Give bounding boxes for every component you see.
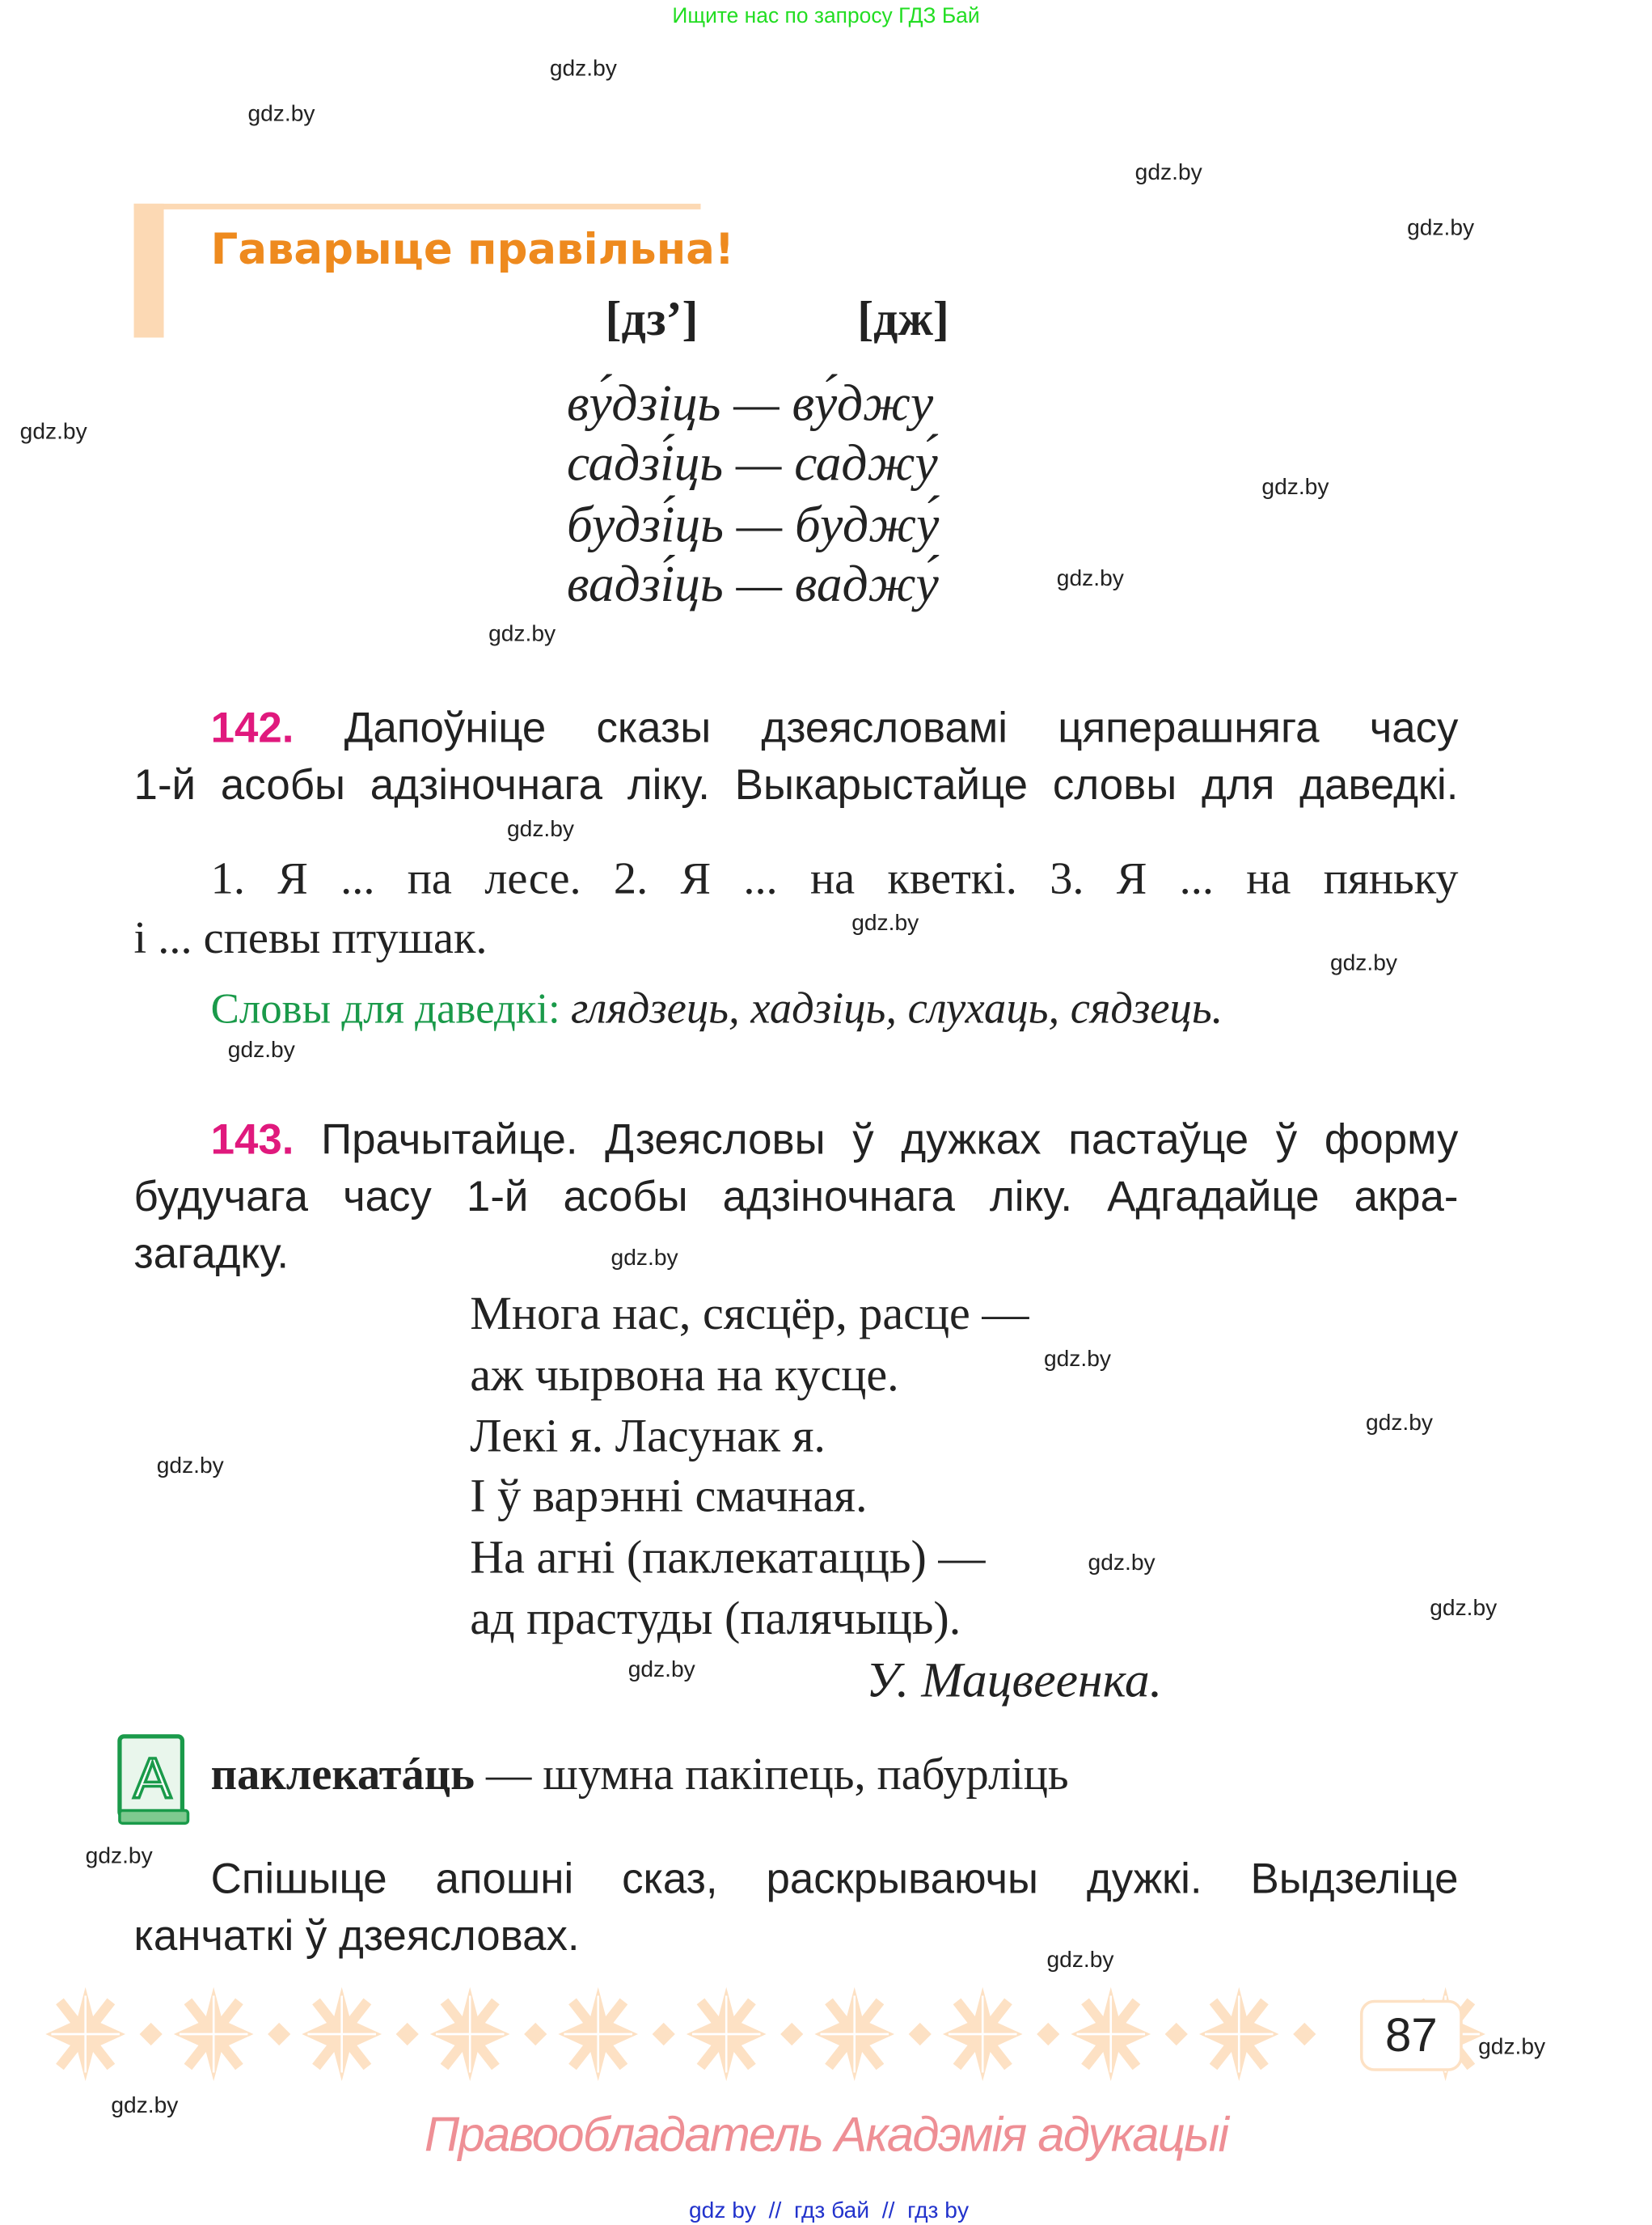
word-pair: будзі́ць — буджу́ bbox=[566, 495, 940, 553]
watermark: gdz.by bbox=[1407, 216, 1475, 241]
watermark: gdz.by bbox=[111, 2093, 179, 2118]
poem-line: На агні (паклекатацць) — bbox=[470, 1533, 986, 1584]
watermark: gdz.by bbox=[1261, 476, 1329, 501]
sound-column-dz: [дз’] bbox=[605, 293, 699, 346]
exercise-143-task bbox=[134, 1112, 1459, 1283]
poem-line: Лекі я. Ласунак я. bbox=[470, 1411, 826, 1463]
watermark: gdz.by bbox=[156, 1454, 224, 1479]
sentence-line: і ... спевы птушак. bbox=[133, 912, 488, 963]
watermark: gdz.by bbox=[85, 1844, 153, 1869]
watermark: gdz.by bbox=[247, 102, 315, 127]
task-line: Спішыце апошні сказ, раскрываючы дужкі. Выдзеліце bbox=[210, 1855, 1459, 1903]
hint-label: Словы для даведкі: bbox=[210, 985, 560, 1033]
icon-letter: А bbox=[133, 1745, 171, 1810]
ornament-band bbox=[15, 1984, 1510, 2083]
word-pair: вадзі́ць — ваджу́ bbox=[566, 555, 939, 613]
watermark: gdz.by bbox=[549, 57, 617, 82]
watermark: gdz.by bbox=[1046, 1948, 1114, 1973]
watermark: gdz.by bbox=[19, 420, 87, 445]
watermark: gdz.by bbox=[611, 1246, 678, 1271]
poem-line: ад прастуды (палячыць). bbox=[470, 1593, 961, 1646]
watermark: gdz.by bbox=[1088, 1550, 1156, 1576]
sentence-line: 1. Я ... па лесе. 2. Я ... на кветкі. 3. Я ... на пяньку bbox=[210, 852, 1459, 903]
exercise-142-sentences bbox=[134, 848, 1459, 967]
page-number: 87 bbox=[1385, 2008, 1438, 2062]
glossary-definition: — шумна пакіпець, пабурліць bbox=[474, 1747, 1069, 1800]
copyright: Правообладатель Акадэмія адукацыі bbox=[424, 2108, 1228, 2163]
page-number-box bbox=[1360, 2000, 1463, 2071]
task-line: будучага часу 1-й асобы адзіночнага ліку. Адгадайце акра- bbox=[133, 1174, 1459, 1221]
watermark: gdz.by bbox=[1134, 161, 1202, 185]
sound-column-dzh: [дж] bbox=[857, 293, 949, 346]
task-line: Прачытайце. Дзеясловы ў дужках пастаўце ў форму bbox=[321, 1116, 1459, 1164]
watermark: gdz.by bbox=[1430, 1597, 1498, 1622]
poem-author: У. Мацвеенка. bbox=[866, 1652, 1163, 1708]
watermark: gdz.by bbox=[1365, 1411, 1434, 1436]
watermark: gdz.by bbox=[227, 1038, 295, 1063]
dictionary-book-icon bbox=[116, 1733, 191, 1825]
glossary-entry bbox=[211, 1748, 1069, 1800]
rule-box-side-bar bbox=[134, 204, 164, 338]
glossary-term: паклекатáць bbox=[210, 1747, 475, 1800]
poem bbox=[470, 1285, 1029, 1651]
exercise-142-hint bbox=[211, 983, 1223, 1034]
watermark: gdz.by bbox=[1478, 2035, 1546, 2060]
rule-box-title: Гаварыце правільна! bbox=[210, 225, 734, 275]
poem-line: І ў варэнні смачная. bbox=[470, 1472, 868, 1524]
watermark: gdz.by bbox=[1043, 1347, 1111, 1373]
exercise-142-task bbox=[134, 701, 1459, 815]
hint-words: глядзець, хадзіць, слухаць, сядзець. bbox=[570, 983, 1223, 1033]
poem-line: Многа нас, сясцёр, расце — bbox=[470, 1288, 1029, 1341]
task-line: канчаткі ў дзеясловах. bbox=[133, 1913, 580, 1961]
word-pair: садзі́ць — саджу́ bbox=[566, 434, 938, 492]
watermark: gdz.by bbox=[1329, 951, 1397, 976]
task-line: загадку. bbox=[133, 1230, 289, 1278]
exercise-number: 142. bbox=[210, 704, 294, 752]
watermark: gdz.by bbox=[627, 1658, 695, 1682]
watermark: gdz.by bbox=[488, 622, 556, 647]
watermark: gdz.by bbox=[851, 912, 919, 937]
word-pair: ву́дзіць — ву́джу bbox=[566, 374, 934, 432]
final-task bbox=[134, 1852, 1459, 1966]
watermark: gdz.by bbox=[1056, 566, 1124, 591]
poem-line: аж чырвона на кусце. bbox=[470, 1350, 899, 1402]
exercise-number: 143. bbox=[210, 1116, 294, 1164]
task-line: 1-й асобы адзіночнага ліку. Выкарыстайце словы для даведкі. bbox=[133, 762, 1459, 810]
footer-links[interactable]: gdz by // гдз бай // гдз by bbox=[688, 2199, 970, 2224]
rule-box-top-bar bbox=[134, 204, 701, 209]
watermark: gdz.by bbox=[506, 817, 575, 842]
task-line: Дапоўніце сказы дзеясловамі цяперашняга часу bbox=[344, 704, 1459, 752]
search-notice: Ищите нас по запросу ГДЗ Бай bbox=[672, 4, 980, 29]
